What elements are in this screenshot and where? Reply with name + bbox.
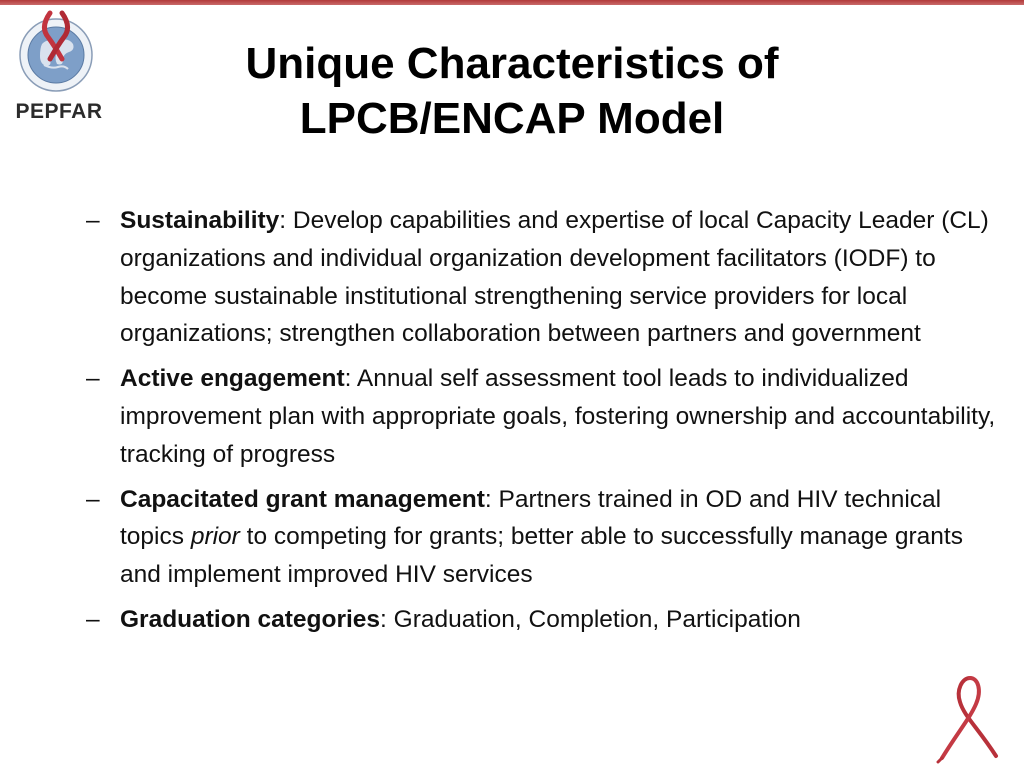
bullet-text: Graduation, Completion, Participation (393, 605, 801, 633)
bullet-text-before: Partners trained in OD and HIV technical topics (120, 485, 942, 551)
bullet-text: Develop capabilities and expertise of local Capacity Leader (CL) organizations and individual organization development facilitators (IODF) to become sustainable institutional strengthening service providers for local organizations; strengthen collaboration between partners and government (120, 207, 989, 348)
bullet-term: Capacitated grant management (120, 485, 485, 513)
bullet-separator: : (380, 605, 394, 633)
bullet-dash: – (86, 605, 100, 633)
bullet-term: Active engagement (120, 365, 345, 393)
bullet-text: Annual self assessment tool leads to individualized improvement plan with appropriate goals, fostering ownership and accountability, tracking of progress (120, 365, 996, 468)
bullet-term: Graduation categories (120, 605, 381, 633)
bullet-separator: : (484, 485, 499, 513)
bullet-separator: : (279, 207, 293, 234)
bullet-capacitated-grant-management (86, 481, 996, 594)
bullet-list (86, 202, 996, 646)
bullet-dash: – (86, 485, 100, 513)
bullet-term: Sustainability (120, 207, 280, 234)
pepfar-logo-text: PEPFAR (15, 100, 103, 123)
slide-title-line-1: Unique Characteristics of (245, 39, 779, 88)
bullet-graduation-categories (86, 601, 996, 639)
bullet-text-italic: prior (190, 523, 240, 551)
red-ribbon-graphic (934, 672, 1004, 764)
pepfar-logo (6, 10, 106, 125)
bullet-sustainability (86, 202, 996, 353)
red-ribbon-icon (934, 672, 1004, 764)
slide-title (160, 36, 864, 146)
bullet-text-after: to competing for grants; better able to successfully manage grants and implement improved HIV services (120, 523, 963, 589)
bullet-dash: – (86, 365, 100, 393)
bullet-dash: – (86, 207, 100, 234)
bullet-active-engagement (86, 360, 996, 473)
slide-title-line-2: LPCB/ENCAP Model (299, 94, 725, 143)
top-accent-rule (0, 0, 1024, 5)
bullet-separator: : (344, 365, 357, 393)
pepfar-globe-seal-icon (6, 10, 106, 100)
